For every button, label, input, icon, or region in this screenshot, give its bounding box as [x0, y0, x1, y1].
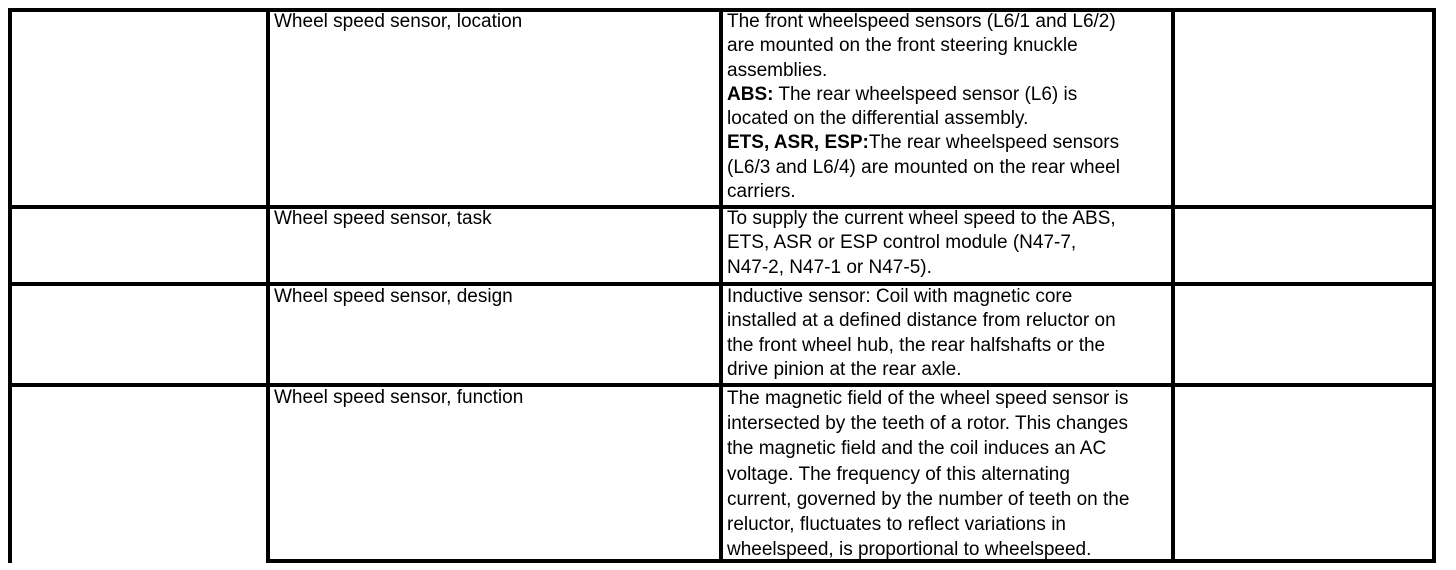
column-divider [719, 8, 723, 563]
row-description: To supply the current wheel speed to the ABS, ETS, ASR or ESP control module (N47-7, N47-2, N47-1 or N47-5). [727, 208, 1116, 278]
row-label: Wheel speed sensor, location [274, 11, 523, 32]
row-description: The front wheelspeed sensors (L6/1 and L6/2) are mounted on the front steering knuckle assemblies. ABS: The rear wheelspeed sensor (L6) is located on the differential assembly. ETS, ASR, ESP:The rear wheelspeed sensors (L6/3 and L6/4) are mounted on the rear wheel carriers. [727, 11, 1120, 203]
row-label: Wheel speed sensor, function [274, 387, 524, 408]
row-description: Inductive sensor: Coil with magnetic core installed at a defined distance from reluctor on the front wheel hub, the rear halfshafts or the drive pinion at the rear axle. [727, 286, 1116, 380]
column-divider [266, 8, 270, 563]
column-divider [1171, 8, 1175, 563]
table-border-right [1432, 8, 1436, 563]
row-description: The magnetic field of the wheel speed sensor is intersected by the teeth of a rotor. This changes the magnetic field and the coil induces an AC voltage. The frequency of this alternating current, governed by the number of teeth on the reluctor, fluctuates to reflect variations in wheelspeed, is proportional to wheelspeed. [727, 388, 1130, 561]
row-label: Wheel speed sensor, design [274, 286, 513, 307]
table-border-left [8, 8, 12, 563]
row-label: Wheel speed sensor, task [274, 208, 492, 229]
